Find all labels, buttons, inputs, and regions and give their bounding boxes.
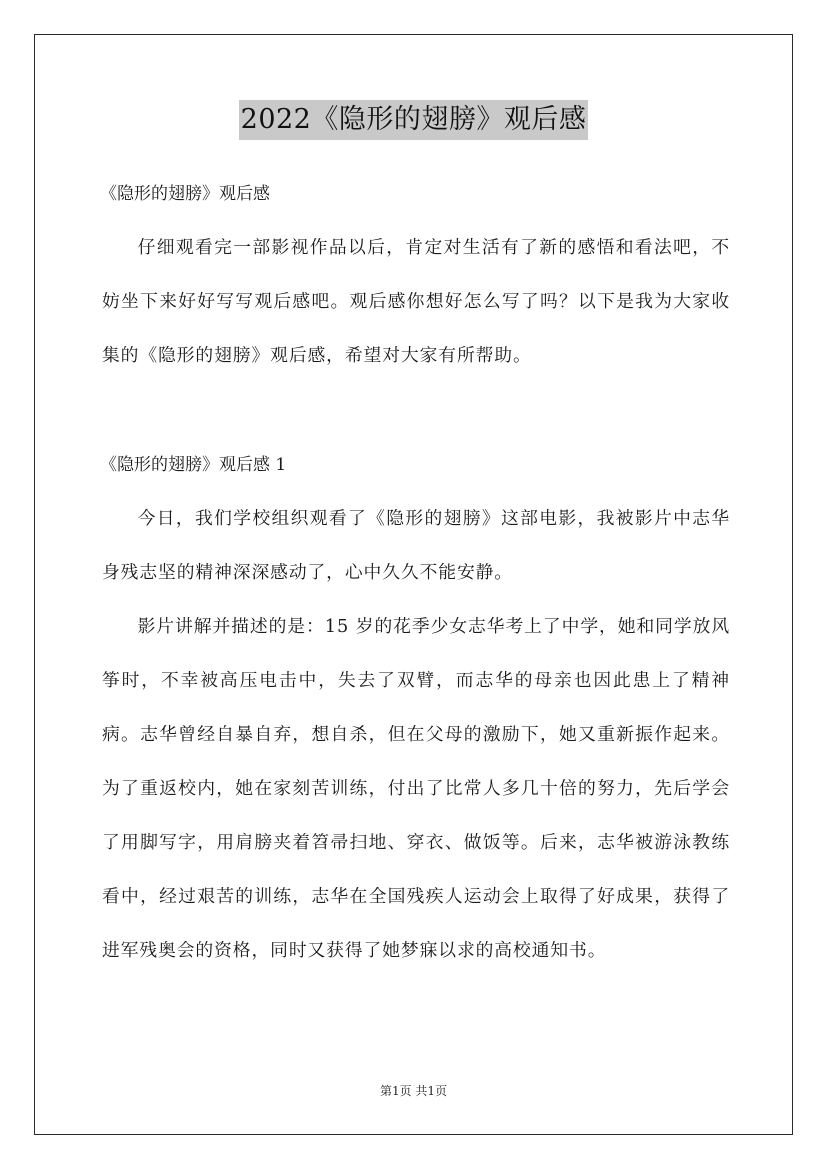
- title-wrap: [0, 100, 827, 140]
- section-heading: 《隐形的翅膀》观后感 1: [100, 455, 287, 475]
- intro-paragraph: 仔细观看完一部影视作品以后，肯定对生活有了新的感悟和看法吧，不妨坐下来好好写写观后感吧。观后感你想好怎么写了吗？以下是我为大家收集的《隐形的翅膀》观后感，希望对大家有所帮助。: [102, 237, 730, 366]
- page-footer: 第1页 共1页: [379, 1084, 448, 1098]
- document-title: 2022《隐形的翅膀》观后感: [239, 100, 589, 140]
- body-paragraph: 今日，我们学校组织观看了《隐形的翅膀》这部电影，我被影片中志华身残志坚的精神深深感动了，心中久久不能安静。: [102, 508, 730, 583]
- body-paragraph: 影片讲解并描述的是：15 岁的花季少女志华考上了中学，她和同学放风筝时，不幸被高压电击中，失去了双臂，而志华的母亲也因此患上了精神病。志华曾经自暴自弃，想自杀，但在父母的激励下，她又重新振作起来。为了重返校内，她在家刻苦训练，付出了比常人多几十倍的努力，先后学会了用脚写字，用肩膀夹着笤帚扫地、穿衣、做饭等。后来，志华被游泳教练看中，经过艰苦的训练，志华在全国残疾人运动会上取得了好成果，获得了进军残奥会的资格，同时又获得了她梦寐以求的高校通知书。: [102, 616, 730, 961]
- document-subtitle: 《隐形的翅膀》观后感: [100, 184, 270, 204]
